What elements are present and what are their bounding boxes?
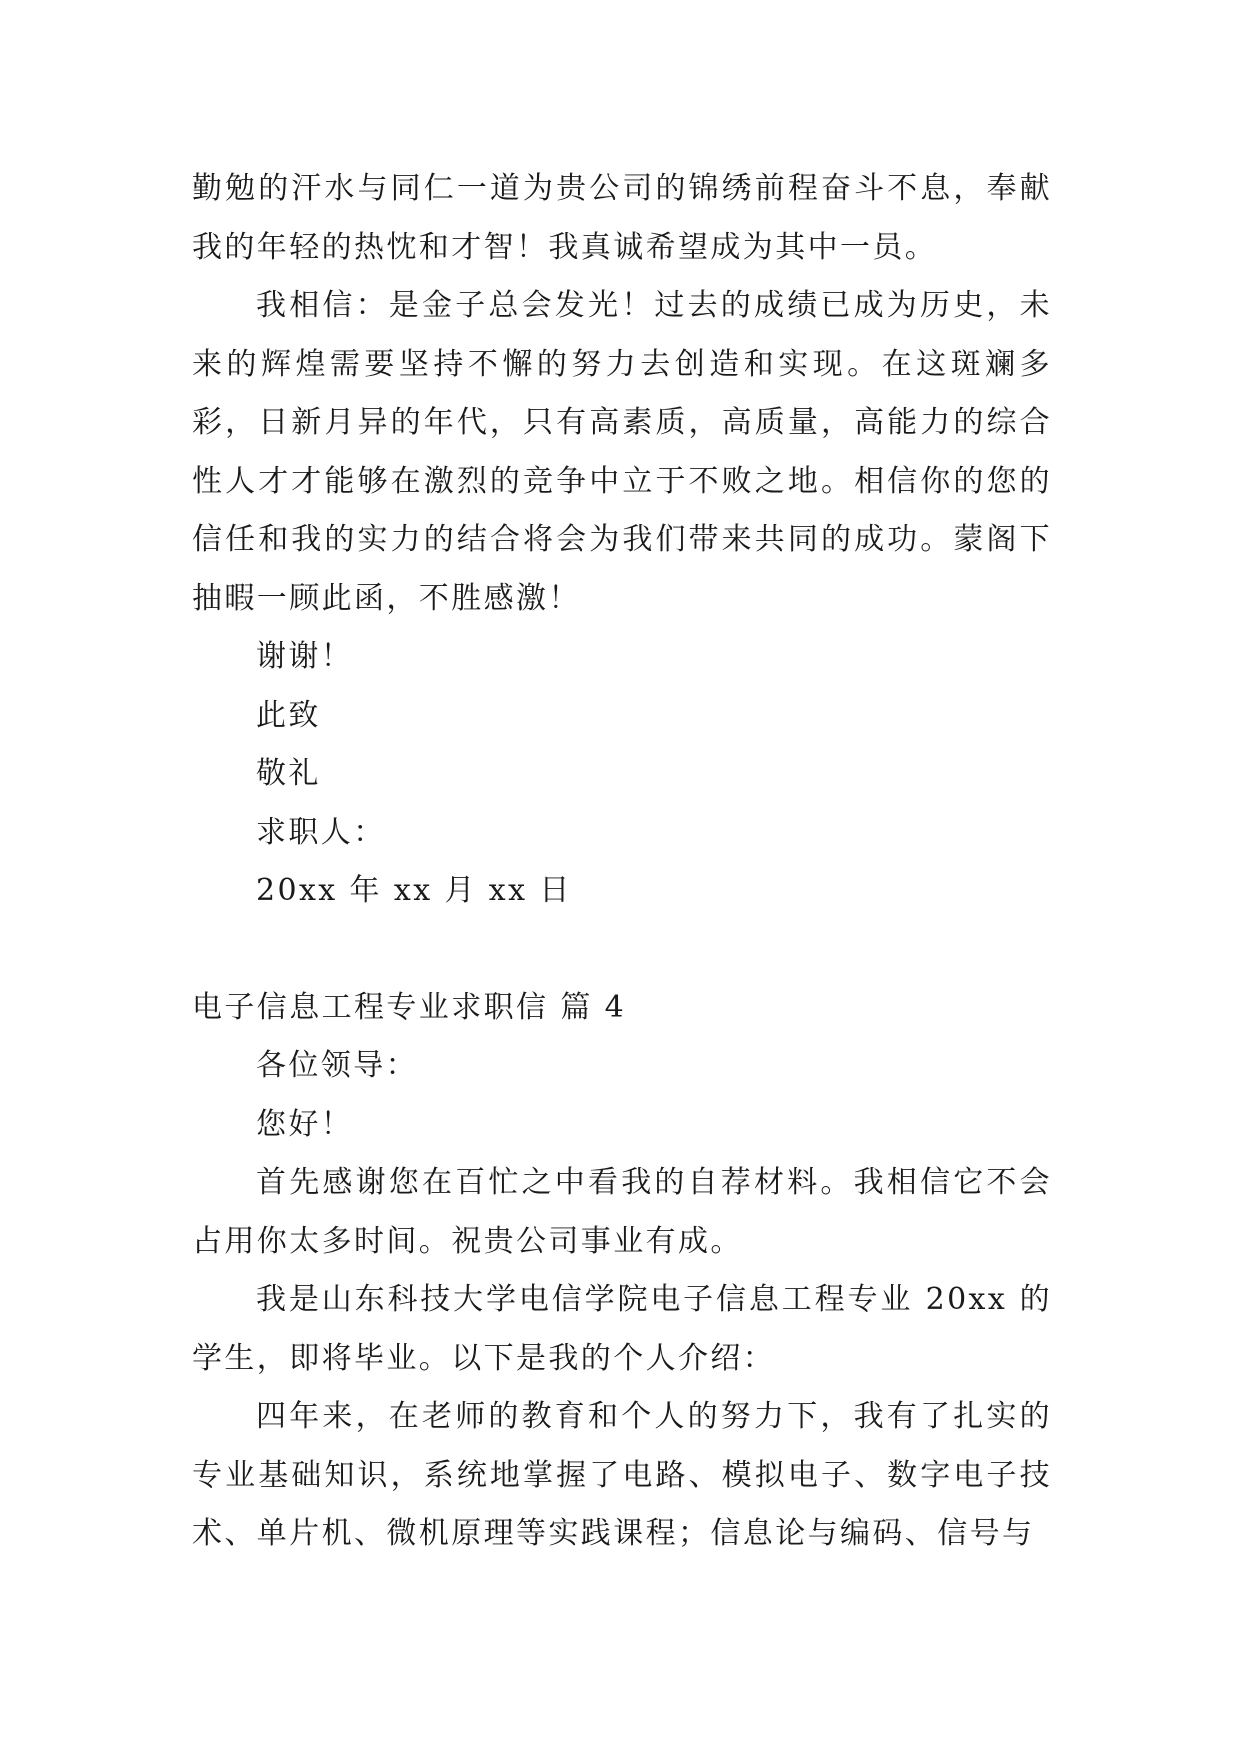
salutation: 各位领导： [256, 1048, 418, 1083]
section-heading: 电子信息工程专业求职信 篇 4 [192, 989, 627, 1025]
closing-cizhi: 此致 [256, 697, 321, 733]
signature-applicant: 求职人： [256, 814, 386, 850]
paragraph-belief: 我相信：是金子总会发光！过去的成绩已成为历史，未来的辉煌需要坚持不懈的努力去创造和实现。在这斑斓多彩，日新月异的年代，只有高素质，高质量，高能力的综合性人才才能够在激烈的竞争中立于不败之地。相信你的您的信任和我的实力的结合将会为我们带来共同的成功。蒙阁下抽暇一顾此函，不胜感激！ [192, 288, 1052, 616]
paragraph-education: 四年来，在老师的教育和个人的努力下，我有了扎实的专业基础知识，系统地掌握了电路、模拟电子、数字电子技术、单片机、微机原理等实践课程；信息论与编码、信号与 [192, 1399, 1052, 1551]
paragraph-continuation: 勤勉的汗水与同仁一道为贵公司的锦绣前程奋斗不息，奉献我的年轻的热忱和才智！我真诚希望成为其中一员。 [192, 171, 1052, 265]
letter-body [192, 160, 1052, 1564]
paragraph-intro: 首先感谢您在百忙之中看我的自荐材料。我相信它不会占用你太多时间。祝贵公司事业有成。 [192, 1165, 1052, 1259]
closing-jingli: 敬礼 [256, 756, 321, 791]
greeting: 您好！ [256, 1106, 354, 1142]
paragraph-self-intro: 我是山东科技大学电信学院电子信息工程专业 20xx 的学生，即将毕业。以下是我的个人介绍： [192, 1282, 1052, 1376]
paragraph-thanks: 谢谢！ [256, 639, 354, 674]
letter-date: 20xx 年 xx 月 xx 日 [256, 873, 572, 908]
